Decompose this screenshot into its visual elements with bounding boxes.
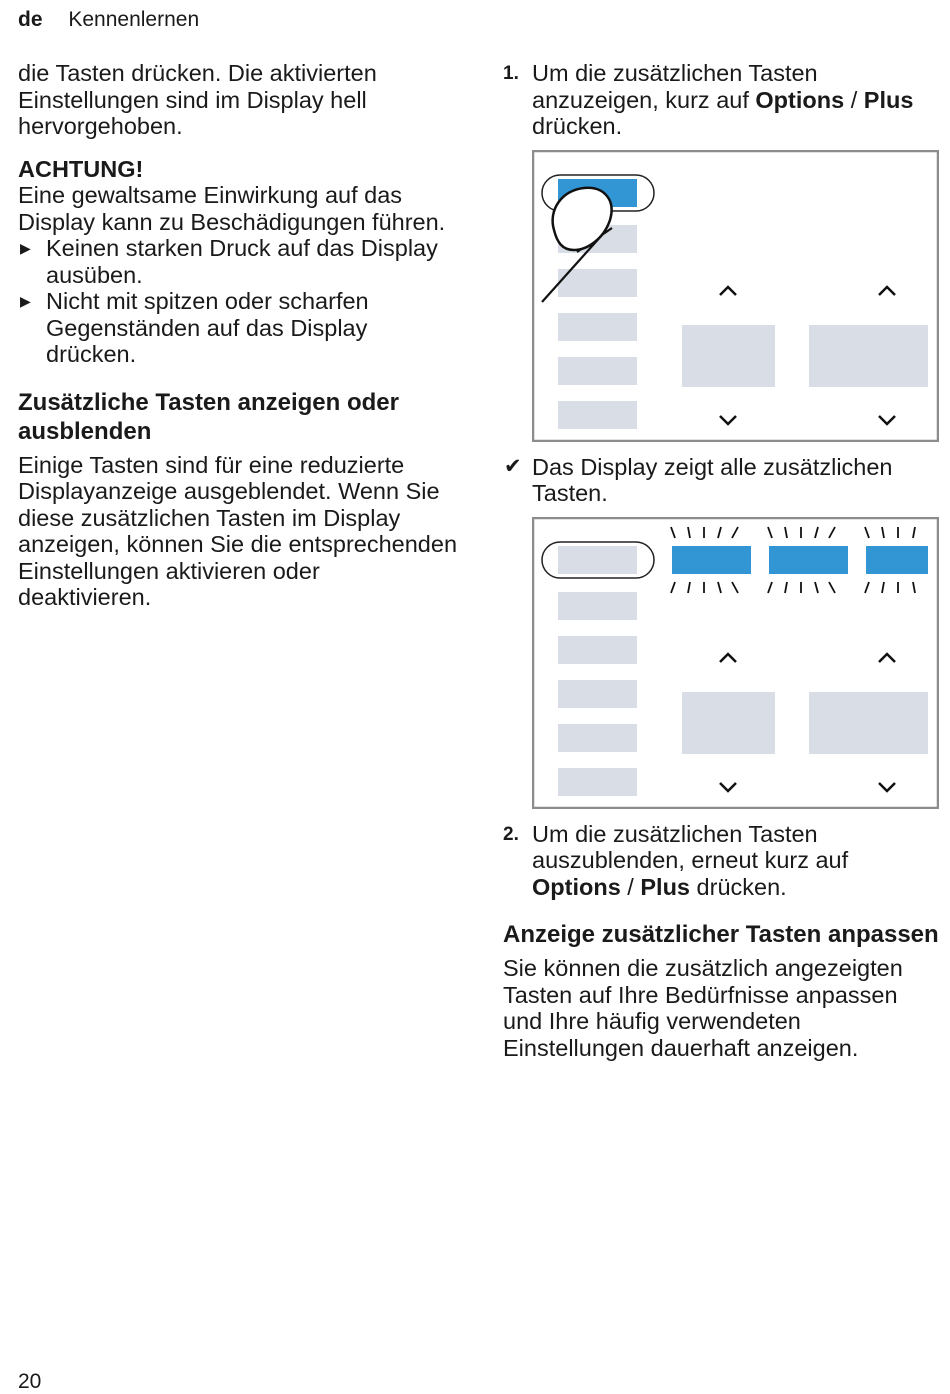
check-icon: ✔	[504, 454, 522, 478]
warning-bullet	[18, 235, 458, 288]
display-illustration-expanded	[532, 517, 939, 809]
page-header	[18, 8, 199, 32]
plus-label: Plus	[640, 873, 691, 900]
result-text: Das Display zeigt alle zusätzlichen Tasten.	[532, 453, 893, 506]
section-body: Einige Tasten sind für eine reduzierte Displayanzeige ausgeblendet. Wenn Sie diese zusätzlichen Tasten im Display anzeigen, können Sie die entsprechenden Einstellungen aktivieren oder deaktivieren.	[18, 451, 458, 610]
step-2	[503, 821, 939, 901]
step-number: 1.	[503, 63, 519, 84]
bullet-text: Nicht mit spitzen oder scharfen Gegenständen auf das Display drücken.	[46, 288, 369, 367]
side-key[interactable]	[558, 680, 637, 708]
side-key[interactable]	[558, 401, 637, 429]
step-text-end: drücken.	[532, 113, 623, 139]
left-column	[18, 60, 458, 611]
section-body: Sie können die zusätzlich angezeigten Tasten auf Ihre Bedürfnisse anpassen und Ihre häufig verwendeten Einstellungen dauerhaft anzeigen.	[503, 955, 903, 1061]
bullet-triangle-icon: ▶	[20, 240, 31, 256]
slash: /	[844, 86, 864, 113]
additional-key[interactable]	[672, 546, 751, 574]
warning-bullet	[18, 288, 458, 368]
step-text: Um die zusätzlichen Tasten auszublenden, erneut kurz auf	[532, 820, 849, 873]
section-heading: Anzeige zusätzlicher Tasten anpassen	[503, 921, 939, 948]
right-column	[503, 60, 939, 1061]
step-number: 2.	[503, 823, 519, 845]
side-key[interactable]	[558, 592, 637, 620]
step-text: Um die zusätzlichen Tasten anzuzeigen, kurz auf	[532, 60, 818, 113]
page-number: 20	[18, 1370, 42, 1393]
side-key[interactable]	[558, 357, 637, 385]
language-code: de	[18, 8, 43, 31]
side-key[interactable]	[558, 768, 637, 796]
side-key[interactable]	[558, 636, 637, 664]
warning-text: Eine gewaltsame Einwirkung auf das Display kann zu Beschädigungen führen.	[18, 182, 446, 235]
display-illustration-collapsed	[532, 150, 939, 442]
section-heading: Zusätzliche Tasten anzeigen oder ausblenden	[18, 388, 399, 445]
value-field[interactable]	[682, 692, 775, 754]
step-1	[503, 60, 939, 140]
bullet-text: Keinen starken Druck auf das Display ausüben.	[46, 235, 438, 288]
additional-key[interactable]	[866, 546, 928, 574]
step-text-end: drücken.	[696, 873, 787, 900]
side-key[interactable]	[558, 724, 637, 752]
slash: /	[620, 873, 634, 900]
intro-text: die Tasten drücken. Die aktivierten Einstellungen sind im Display hell hervorgehoben.	[18, 60, 377, 139]
value-field[interactable]	[682, 325, 775, 387]
options-label: Options	[532, 873, 621, 900]
options-key[interactable]	[558, 546, 637, 574]
value-field[interactable]	[809, 692, 928, 754]
step-result	[503, 454, 939, 507]
plus-label: Plus	[863, 86, 914, 113]
warning-title: ACHTUNG!	[18, 155, 144, 182]
value-field[interactable]	[809, 325, 928, 387]
side-key[interactable]	[558, 313, 637, 341]
side-key[interactable]	[558, 269, 637, 297]
section-title: Kennenlernen	[68, 8, 200, 31]
additional-key[interactable]	[769, 546, 848, 574]
options-label: Options	[755, 86, 845, 113]
bullet-triangle-icon: ▶	[20, 293, 31, 309]
